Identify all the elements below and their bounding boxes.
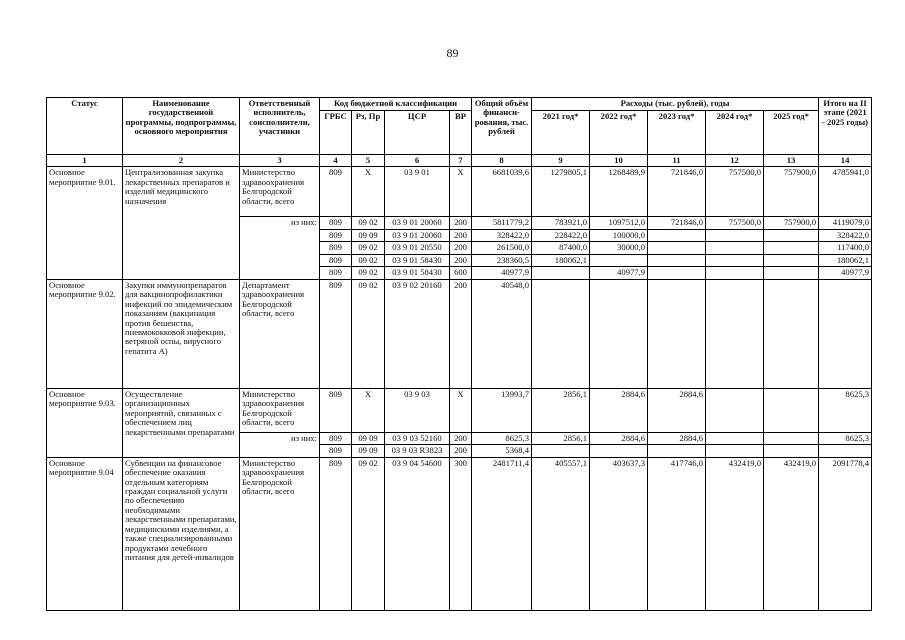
- y2022-cell: 1268489,9: [590, 167, 648, 217]
- header-csr: ЦСР: [385, 111, 450, 155]
- vr-cell: 200: [450, 229, 472, 241]
- vr-cell: 200: [450, 242, 472, 254]
- sub-label-cell: из них:: [240, 217, 320, 279]
- colnum: 7: [450, 155, 472, 167]
- status-cell: Основное мероприятие 9.02.: [47, 279, 123, 388]
- table-row: [47, 457, 872, 610]
- y2023-cell: [648, 279, 706, 388]
- y2023-cell: 2884,6: [648, 388, 706, 432]
- y2024-cell: [706, 254, 764, 266]
- itogo-cell: 180062,1: [819, 254, 872, 266]
- vr-cell: 200: [450, 279, 472, 388]
- responsible-cell: Департамент здравоохранения Белгородской области, всего: [240, 279, 320, 388]
- rzpr-cell: 09 02: [352, 457, 385, 610]
- grbs-cell: 809: [320, 267, 352, 279]
- y2022-cell: 2884,6: [590, 388, 648, 432]
- itogo-cell: [819, 279, 872, 388]
- rzpr-cell: X: [352, 167, 385, 217]
- header-grbs: ГРБС: [320, 111, 352, 155]
- colnum: 2: [123, 155, 240, 167]
- header-y2022: 2022 год*: [590, 111, 648, 155]
- y2025-cell: [764, 267, 819, 279]
- rzpr-cell: 09 02: [352, 279, 385, 388]
- total-cell: 2481711,4: [472, 457, 532, 610]
- colnum: 14: [819, 155, 872, 167]
- header-y2021: 2021 год*: [532, 111, 590, 155]
- itogo-cell: 40977,9: [819, 267, 872, 279]
- y2021-cell: [532, 267, 590, 279]
- vr-cell: 600: [450, 267, 472, 279]
- header-itogo: Итого на II этапе (2021 - 2025 годы): [819, 98, 872, 155]
- colnum: 3: [240, 155, 320, 167]
- y2021-cell: [532, 445, 590, 457]
- y2021-cell: 2856,1: [532, 388, 590, 432]
- rzpr-cell: 09 02: [352, 254, 385, 266]
- y2025-cell: [764, 432, 819, 444]
- y2021-cell: 2856,1: [532, 432, 590, 444]
- y2022-cell: 40977,9: [590, 267, 648, 279]
- grbs-cell: 809: [320, 457, 352, 610]
- y2023-cell: 721846,0: [648, 217, 706, 229]
- total-cell: 261500,0: [472, 242, 532, 254]
- vr-cell: 200: [450, 217, 472, 229]
- rzpr-cell: 09 09: [352, 432, 385, 444]
- y2025-cell: [764, 445, 819, 457]
- rzpr-cell: 09 02: [352, 267, 385, 279]
- y2022-cell: [590, 279, 648, 388]
- y2025-cell: 757900,0: [764, 217, 819, 229]
- total-cell: 328422,0: [472, 229, 532, 241]
- y2021-cell: [532, 279, 590, 388]
- csr-cell: 03 9 02 20160: [385, 279, 450, 388]
- y2021-cell: 783921,0: [532, 217, 590, 229]
- csr-cell: 03 9 01: [385, 167, 450, 217]
- grbs-cell: 809: [320, 388, 352, 432]
- header-y2025: 2025 год*: [764, 111, 819, 155]
- y2021-cell: 1279805,1: [532, 167, 590, 217]
- y2022-cell: [590, 445, 648, 457]
- colnum: 6: [385, 155, 450, 167]
- y2024-cell: [706, 445, 764, 457]
- csr-cell: 03 9 03 R3823: [385, 445, 450, 457]
- y2023-cell: 417746,0: [648, 457, 706, 610]
- grbs-cell: 809: [320, 167, 352, 217]
- y2025-cell: [764, 242, 819, 254]
- colnum: 8: [472, 155, 532, 167]
- y2024-cell: 757500,0: [706, 217, 764, 229]
- name-cell: Закупки иммунопрепаратов для вакцинопрофилактики инфекций по эпидемическим показаниям (вакцинация против бешенства, пневмококковой инфекции, ветряной оспы, вирусного гепатита А): [123, 279, 240, 388]
- y2023-cell: [648, 254, 706, 266]
- total-cell: 8625,3: [472, 432, 532, 444]
- header-y2023: 2023 год*: [648, 111, 706, 155]
- vr-cell: 200: [450, 432, 472, 444]
- responsible-cell: Министерство здравоохранения Белгородской области, всего: [240, 457, 320, 610]
- y2024-cell: [706, 267, 764, 279]
- name-cell: Централизованная закупка лекарственных препаратов и изделий медицинского назначения: [123, 167, 240, 279]
- colnum: 10: [590, 155, 648, 167]
- rzpr-cell: 09 09: [352, 229, 385, 241]
- y2022-cell: 100000,0: [590, 229, 648, 241]
- header-name: Наименование государственной программы, подпрограммы, основного мероприятия: [123, 98, 240, 155]
- table-row: [47, 279, 872, 388]
- y2024-cell: [706, 388, 764, 432]
- y2023-cell: 2884,6: [648, 432, 706, 444]
- vr-cell: 200: [450, 254, 472, 266]
- y2021-cell: 87400,0: [532, 242, 590, 254]
- y2024-cell: [706, 229, 764, 241]
- header-budget-code: Код бюджетной классификации: [320, 98, 472, 111]
- y2024-cell: 432419,0: [706, 457, 764, 610]
- colnum: 11: [648, 155, 706, 167]
- itogo-cell: 117400,0: [819, 242, 872, 254]
- vr-cell: 300: [450, 457, 472, 610]
- vr-cell: X: [450, 167, 472, 217]
- grbs-cell: 809: [320, 279, 352, 388]
- y2023-cell: 721846,0: [648, 167, 706, 217]
- total-cell: 40977,9: [472, 267, 532, 279]
- colnum: 1: [47, 155, 123, 167]
- rzpr-cell: 09 09: [352, 445, 385, 457]
- y2025-cell: [764, 279, 819, 388]
- y2022-cell: 1097512,0: [590, 217, 648, 229]
- header-vr: ВР: [450, 111, 472, 155]
- total-cell: 40548,0: [472, 279, 532, 388]
- y2024-cell: [706, 432, 764, 444]
- column-number-row: [47, 155, 872, 167]
- vr-cell: X: [450, 388, 472, 432]
- itogo-cell: 4785941,0: [819, 167, 872, 217]
- itogo-cell: 328422,0: [819, 229, 872, 241]
- y2022-cell: 2884,6: [590, 432, 648, 444]
- header-y2024: 2024 год*: [706, 111, 764, 155]
- grbs-cell: 809: [320, 445, 352, 457]
- csr-cell: 03 9 01 58430: [385, 267, 450, 279]
- total-cell: 5811779,2: [472, 217, 532, 229]
- itogo-cell: 2091778,4: [819, 457, 872, 610]
- responsible-cell: Министерство здравоохранения Белгородской области, всего: [240, 388, 320, 432]
- name-cell: Субвенции на финансовое обеспечение оказания отдельным категориям граждан социальной услуги по обеспечению необходимыми лекарственными препаратами, медицинскими изделиями, а также специализированными продуктами лечебного питания для детей-инвалидов: [123, 457, 240, 610]
- y2022-cell: [590, 254, 648, 266]
- header-responsible: Ответственный исполнитель, соисполнители, участники: [240, 98, 320, 155]
- rzpr-cell: X: [352, 388, 385, 432]
- total-cell: 5368,4: [472, 445, 532, 457]
- csr-cell: 03 9 04 54600: [385, 457, 450, 610]
- y2023-cell: [648, 267, 706, 279]
- colnum: 4: [320, 155, 352, 167]
- itogo-cell: [819, 445, 872, 457]
- y2022-cell: 30000,0: [590, 242, 648, 254]
- csr-cell: 03 9 01 20550: [385, 242, 450, 254]
- y2025-cell: [764, 229, 819, 241]
- itogo-cell: 4119079,0: [819, 217, 872, 229]
- colnum: 9: [532, 155, 590, 167]
- csr-cell: 03 9 01 20060: [385, 229, 450, 241]
- total-cell: 238360,5: [472, 254, 532, 266]
- sub-label-cell: из них:: [240, 432, 320, 457]
- rzpr-cell: 09 02: [352, 242, 385, 254]
- csr-cell: 03 9 01 58430: [385, 254, 450, 266]
- y2023-cell: [648, 242, 706, 254]
- header-total-funding: Общий объём финанси-рования, тыс. рублей: [472, 98, 532, 155]
- total-cell: 6681039,6: [472, 167, 532, 217]
- grbs-cell: 809: [320, 242, 352, 254]
- y2025-cell: 757900,0: [764, 167, 819, 217]
- y2023-cell: [648, 445, 706, 457]
- y2021-cell: 228422,0: [532, 229, 590, 241]
- table-row: [47, 388, 872, 432]
- y2021-cell: 180062,1: [532, 254, 590, 266]
- grbs-cell: 809: [320, 432, 352, 444]
- status-cell: Основное мероприятие 9.04: [47, 457, 123, 610]
- grbs-cell: 809: [320, 229, 352, 241]
- header-status: Статус: [47, 98, 123, 155]
- status-cell: Основное мероприятие 9.03.: [47, 388, 123, 457]
- grbs-cell: 809: [320, 254, 352, 266]
- y2025-cell: [764, 254, 819, 266]
- vr-cell: 200: [450, 445, 472, 457]
- y2024-cell: [706, 279, 764, 388]
- colnum: 13: [764, 155, 819, 167]
- y2023-cell: [648, 229, 706, 241]
- y2025-cell: 432419,0: [764, 457, 819, 610]
- header-expenses: Расходы (тыс. рублей), годы: [532, 98, 819, 111]
- y2021-cell: 405557,1: [532, 457, 590, 610]
- grbs-cell: 809: [320, 217, 352, 229]
- page-number: 89: [446, 46, 459, 60]
- csr-cell: 03 9 01 20060: [385, 217, 450, 229]
- status-cell: Основное мероприятие 9.01.: [47, 167, 123, 279]
- csr-cell: 03 9 03: [385, 388, 450, 432]
- y2022-cell: 403637,3: [590, 457, 648, 610]
- header-rzpr: Рз, Пр: [352, 111, 385, 155]
- y2024-cell: 757500,0: [706, 167, 764, 217]
- name-cell: Осуществление организационных мероприятий, связанных с обеспечением лиц лекарственными препаратами: [123, 388, 240, 457]
- itogo-cell: 8625,3: [819, 432, 872, 444]
- itogo-cell: 8625,3: [819, 388, 872, 432]
- colnum: 5: [352, 155, 385, 167]
- responsible-cell: Министерство здравоохранения Белгородской области, всего: [240, 167, 320, 217]
- csr-cell: 03 9 03 52160: [385, 432, 450, 444]
- table-row: [47, 167, 872, 217]
- rzpr-cell: 09 02: [352, 217, 385, 229]
- y2025-cell: [764, 388, 819, 432]
- budget-table: [46, 97, 872, 611]
- y2024-cell: [706, 242, 764, 254]
- total-cell: 13993,7: [472, 388, 532, 432]
- colnum: 12: [706, 155, 764, 167]
